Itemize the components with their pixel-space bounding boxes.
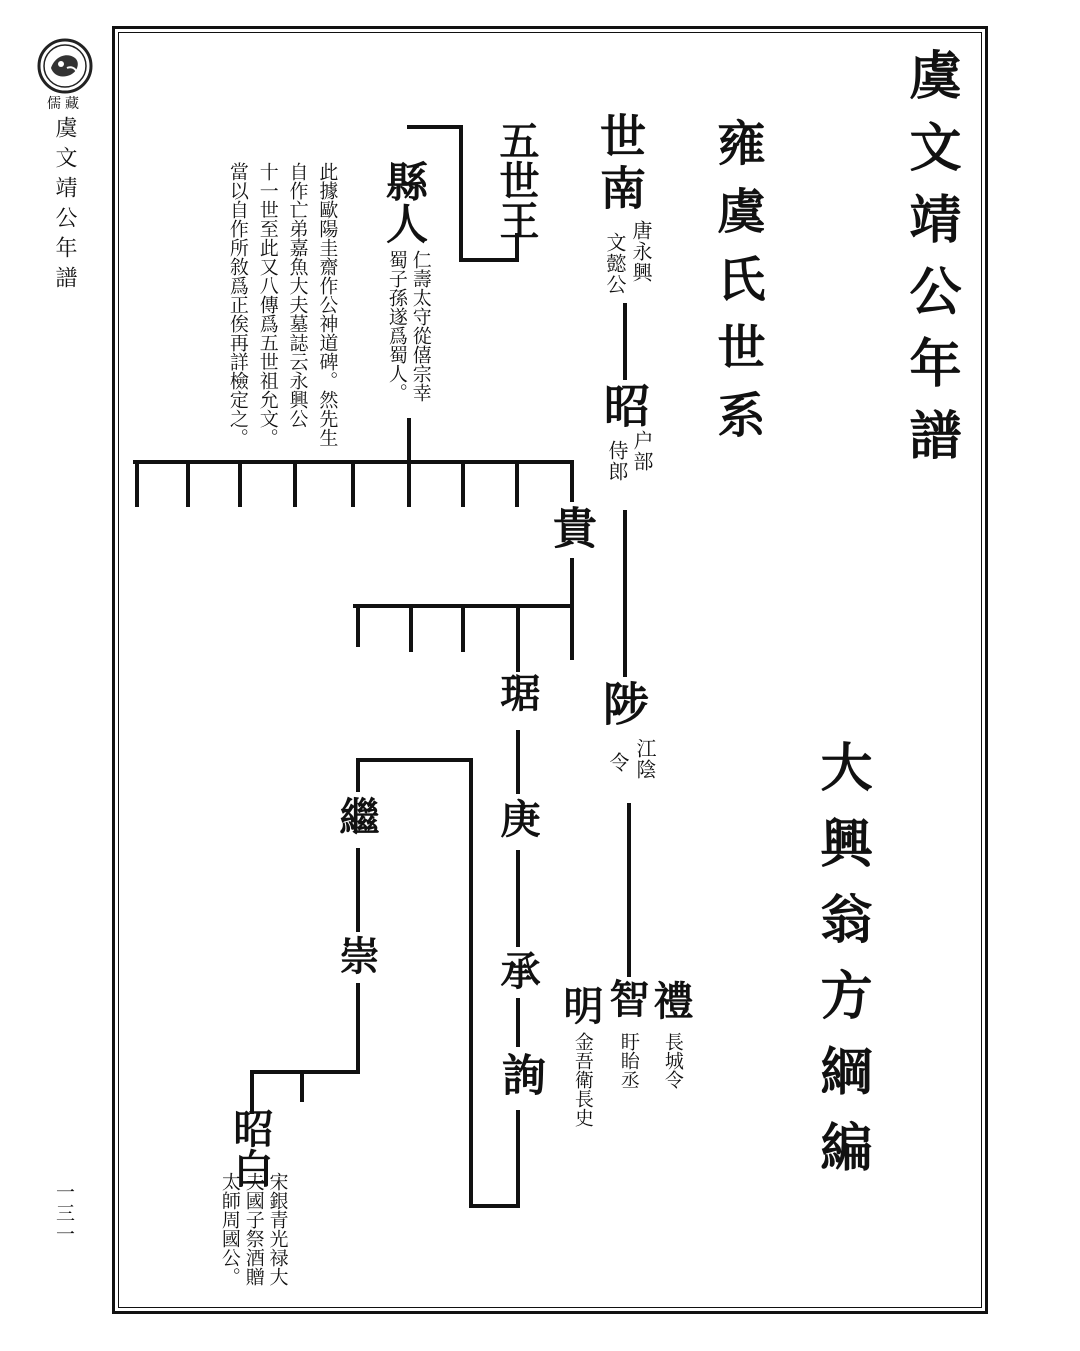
person-xun: 詢 (494, 1052, 545, 1100)
person-wushiwang: 五世王 (493, 120, 540, 240)
person-zhaobai-note-3: 太師周國公。 (218, 1172, 241, 1286)
commentary-line-2: 自作亡弟嘉魚大夫墓誌云永興公 (286, 162, 309, 428)
person-zhaobai-note-1: 宋銀青光禄大 (266, 1172, 289, 1286)
person-she-note-left: 令 (606, 752, 630, 773)
collection-label: 儒藏 (47, 96, 83, 112)
person-ming: 明 (557, 985, 604, 1029)
person-zhaobai: 昭白 (227, 1108, 274, 1188)
commentary-block (226, 162, 337, 447)
person-geng: 庚 (494, 798, 541, 842)
person-she: 陟 (596, 680, 650, 730)
commentary-line-3: 十一世至此又八傳爲五世祖允文。 (256, 162, 279, 447)
person-xianren: 縣人 (380, 160, 429, 244)
person-chong: 崇 (333, 935, 380, 979)
person-zhaobai-notes (218, 1172, 288, 1286)
person-she-note-right: 江陰 (633, 738, 657, 780)
person-zhaobai-note-2: 夫國子祭酒贈 (242, 1172, 265, 1286)
margin-book-title: 虞文靖公年譜 (52, 116, 77, 296)
person-zhao: 昭 (597, 382, 651, 432)
person-zhi-note: 盱眙丞 (617, 1032, 640, 1089)
person-li-note: 長城令 (661, 1032, 684, 1089)
person-shinan-note-right: 唐永興 (629, 220, 653, 283)
editor-credit: 大興翁方綱編 (811, 740, 872, 1196)
person-zhao-note-right: 户部 (630, 430, 654, 472)
person-ji: 繼 (333, 796, 380, 840)
main-title: 虞文靖公年譜 (900, 48, 961, 480)
person-gui: 貴 (545, 505, 596, 553)
page-number: 一三一 (53, 1182, 75, 1245)
commentary-line-4: 當以自作所敘爲正俟再詳檢定之。 (226, 162, 249, 447)
commentary-line-1: 此據歐陽圭齋作公神道碑。然先生 (316, 162, 339, 447)
person-ming-note: 金吾衛長史 (571, 1032, 594, 1127)
person-shinan: 世南 (593, 112, 647, 216)
person-xianren-note-1: 仁壽太守從僖宗幸 (409, 250, 432, 402)
person-cheng: 承 (494, 950, 541, 994)
person-xianren-notes (385, 250, 431, 402)
subtitle: 雍虞氏世系 (709, 118, 765, 458)
person-xianren-note-2: 蜀子孫遂爲蜀人。 (385, 250, 408, 402)
person-zhi: 智 (603, 978, 650, 1022)
person-ju: 琚 (494, 672, 541, 716)
person-zhao-note-left: 侍郎 (605, 440, 629, 482)
person-shinan-note-left: 文懿公 (603, 232, 627, 295)
person-li: 禮 (647, 980, 694, 1024)
